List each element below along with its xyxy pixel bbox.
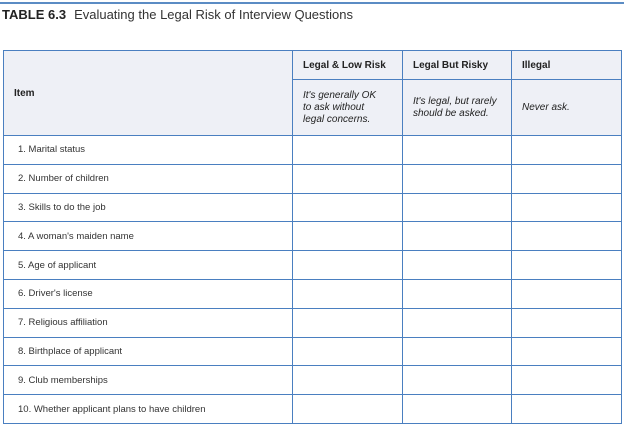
answer-cell[interactable] [293,222,403,251]
answer-cell[interactable] [403,164,512,193]
item-header: Item [4,51,293,136]
answer-cell[interactable] [293,193,403,222]
answer-cell[interactable] [293,395,403,424]
answer-cell[interactable] [403,308,512,337]
column-description: Never ask. [512,80,622,136]
column-header: Legal But Risky [403,51,512,80]
table-row [4,337,622,366]
column-description: It's legal, but rarely should be asked. [403,80,512,136]
item-cell: 4. A woman's maiden name [4,222,293,251]
answer-cell[interactable] [512,164,622,193]
item-cell: 9. Club memberships [4,366,293,395]
column-header: Legal & Low Risk [293,51,403,80]
answer-cell[interactable] [403,222,512,251]
table-row [4,136,622,165]
answer-cell[interactable] [293,251,403,280]
answer-cell[interactable] [403,337,512,366]
answer-cell[interactable] [403,136,512,165]
table-row [4,366,622,395]
answer-cell[interactable] [512,222,622,251]
item-cell: 3. Skills to do the job [4,193,293,222]
answer-cell[interactable] [293,164,403,193]
table-row [4,193,622,222]
item-cell: 2. Number of children [4,164,293,193]
answer-cell[interactable] [512,193,622,222]
answer-cell[interactable] [403,395,512,424]
table-row [4,164,622,193]
table-row [4,395,622,424]
answer-cell[interactable] [293,308,403,337]
answer-cell[interactable] [403,279,512,308]
column-description: It's generally OK to ask without legal concerns. [293,80,403,136]
top-rule [0,2,624,4]
table-number: TABLE 6.3 [2,7,67,22]
answer-cell[interactable] [512,136,622,165]
item-cell: 1. Marital status [4,136,293,165]
item-cell: 6. Driver's license [4,279,293,308]
item-cell: 8. Birthplace of applicant [4,337,293,366]
answer-cell[interactable] [403,251,512,280]
answer-cell[interactable] [512,279,622,308]
legal-risk-table [3,50,622,424]
table-row [4,251,622,280]
table-row [4,279,622,308]
item-cell: 10. Whether applicant plans to have children [4,395,293,424]
answer-cell[interactable] [293,366,403,395]
answer-cell[interactable] [512,308,622,337]
answer-cell[interactable] [403,193,512,222]
table-row [4,308,622,337]
answer-cell[interactable] [403,366,512,395]
answer-cell[interactable] [512,366,622,395]
table-row [4,222,622,251]
answer-cell[interactable] [512,395,622,424]
answer-cell[interactable] [512,251,622,280]
table-title: Evaluating the Legal Risk of Interview Questions [74,7,353,22]
answer-cell[interactable] [293,337,403,366]
column-header: Illegal [512,51,622,80]
answer-cell[interactable] [512,337,622,366]
item-cell: 7. Religious affiliation [4,308,293,337]
answer-cell[interactable] [293,136,403,165]
item-cell: 5. Age of applicant [4,251,293,280]
table-caption [2,7,353,22]
answer-cell[interactable] [293,279,403,308]
